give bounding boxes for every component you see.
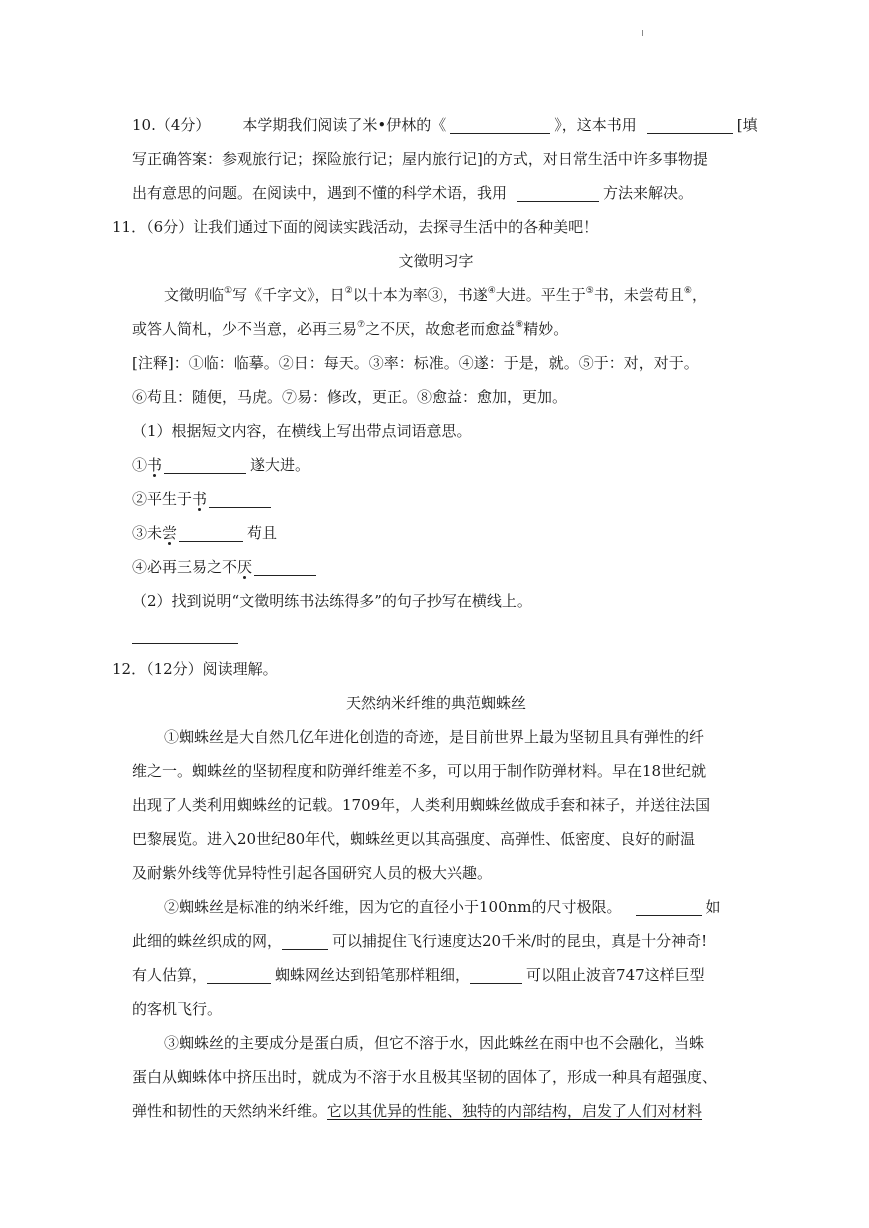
q12-blank-4[interactable]: [470, 965, 522, 984]
q11-item-3-blank[interactable]: [179, 523, 243, 542]
q12-blank-3[interactable]: [207, 965, 271, 984]
q12-para1-line4: 巴黎展览。进入20世纪80年代，蜘蛛丝更以其高强度、高弹性、低密度、良好的耐温: [132, 830, 696, 848]
q11-item-4-blank[interactable]: [254, 557, 316, 576]
q12-blank-1[interactable]: [636, 897, 702, 916]
q11-item-1-blank[interactable]: [164, 455, 246, 474]
q11-passage-line1: 文徵明临①写《千字文》，日②以十本为率③，书遂④大进。平生于⑤书，未尝苟且⑥，: [164, 286, 707, 304]
q12-passage-title: 天然纳米纤维的典范蜘蛛丝: [345, 694, 526, 712]
q12-para3-line2: 蛋白从蜘蛛体中挤压出时，就成为不溶于水且极其坚韧的固体了，形成一种具有超强度、: [132, 1068, 718, 1086]
q12-para2-line1: ②蜘蛛丝是标准的纳米纤维，因为它的直径小于100nm的尺寸极限。 如: [164, 898, 721, 916]
q12-underlined-sentence: 它以其优异的性能、独特的内部结构，启发了人们对材料: [327, 1102, 703, 1120]
q11-item-2-blank[interactable]: [209, 489, 271, 508]
q12-para1-line5: 及耐紫外线等优异特性引起各国研究人员的极大兴趣。: [132, 864, 493, 882]
q10-number: 10.（4分）: [132, 116, 211, 134]
q11-note-line1: [注释]：①临：临摹。②日：每天。③率：标准。④遂：于是，就。⑤于：对，对于。: [132, 354, 699, 372]
q12-para2-line4: 的客机飞行。: [132, 1000, 223, 1018]
q12-heading: 12．（12分）阅读理解。: [112, 660, 278, 678]
q11-subquestion-2: （2）找到说明“文徵明练书法练得多”的句子抄写在横线上。: [132, 592, 532, 610]
q10-line2: 写正确答案：参观旅行记；探险旅行记；屋内旅行记]的方式，对日常生活中许多事物提: [132, 150, 708, 168]
q11-answer-blank[interactable]: [132, 625, 238, 644]
q10-line1: 10.（4分） 本学期我们阅读了米•伊林的《 》，这本书用 [填: [132, 116, 758, 134]
q10-blank-book[interactable]: [450, 115, 550, 134]
q12-para1-line3: 出现了人类利用蜘蛛丝的记载。1709年，人类利用蜘蛛丝做成手套和袜子，并送往法国: [132, 796, 711, 814]
q12-para1-line1: ①蜘蛛丝是大自然几亿年进化创造的奇迹，是目前世界上最为坚韧且具有弹性的纤: [164, 728, 705, 746]
q11-item-3: ③未尝 苟且: [132, 524, 278, 542]
page-mark: [642, 30, 643, 36]
q10-line3: 出有意思的问题。在阅读中，遇到不懂的科学术语，我用 方法来解决。: [132, 184, 694, 202]
q12-para1-line2: 维之一。蜘蛛丝的坚韧程度和防弹纤维差不多，可以用于制作防弹材料。早在18世纪就: [132, 762, 707, 780]
q11-passage-title: 文徵明习字: [398, 252, 474, 270]
q11-passage-line2: 或答人简札，少不当意，必再三易⑦之不厌，故愈老而愈益⑧精妙。: [132, 320, 569, 338]
q11-item-2: ②平生于书: [132, 482, 740, 516]
q10-blank-solve[interactable]: [517, 183, 599, 202]
q12-para2-line3: 有人估算， 蜘蛛网丝达到铅笔那样粗细， 可以阻止波音747这样巨型: [132, 966, 705, 984]
q12-para3-line1: ③蜘蛛丝的主要成分是蛋白质，但它不溶于水，因此蛛丝在雨中也不会融化，当蛛: [164, 1034, 705, 1052]
q12-para2-line2: 此细的蛛丝织成的网， 可以捕捉住飞行速度达20千米/时的昆虫，真是十分神奇!: [132, 932, 708, 950]
q11-note-line2: ⑥苟且：随便，马虎。⑦易：修改，更正。⑧愈益：愈加，更加。: [132, 388, 568, 406]
q12-para3-line3: 弹性和韧性的天然纳米纤维。它以其优异的性能、独特的内部结构，启发了人们对材料: [132, 1102, 703, 1120]
q11-heading: 11．（6分）让我们通过下面的阅读实践活动，去探寻生活中的各种美吧！: [112, 218, 599, 236]
q11-subquestion-1: （1）根据短文内容，在横线上写出带点词语意思。: [132, 422, 472, 440]
q11-answer-line: [132, 618, 740, 652]
q12-blank-2[interactable]: [282, 931, 328, 950]
q11-item-1: ①书 遂大进。: [132, 456, 311, 474]
q10-blank-method[interactable]: [647, 115, 733, 134]
document-page: [112, 108, 758, 1128]
q11-item-4: ④必再三易之不厌: [132, 550, 740, 584]
